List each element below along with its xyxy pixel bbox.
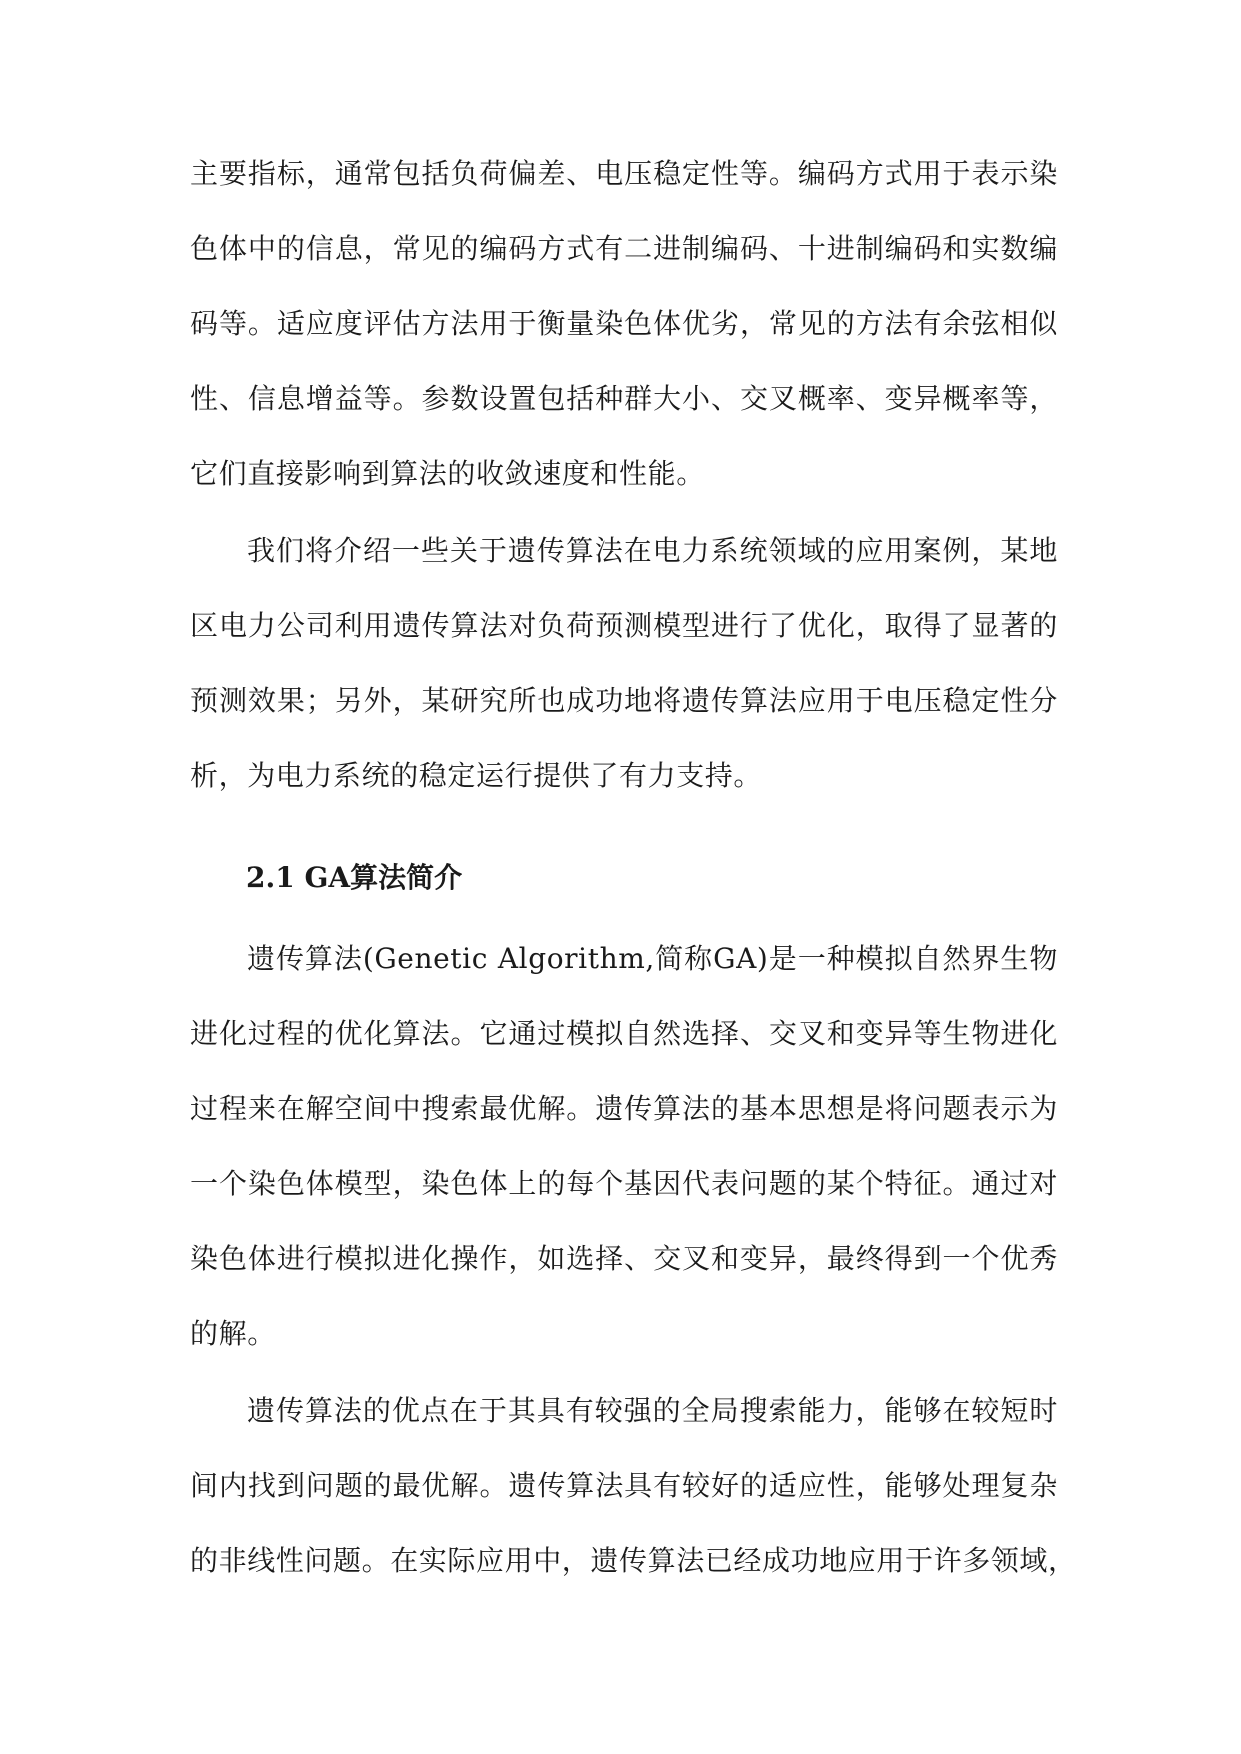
paragraph-line: 我们将介绍一些关于遗传算法在电力系统领域的应用案例，某地 xyxy=(247,534,1058,567)
paragraph-line: 一个染色体模型，染色体上的每个基因代表问题的某个特征。通过对 xyxy=(190,1167,1058,1200)
section-heading: 2.1 GA算法简介 xyxy=(246,861,463,894)
paragraph-line: 的解。 xyxy=(190,1317,276,1350)
paragraph-line: 区电力公司利用遗传算法对负荷预测模型进行了优化，取得了显著的 xyxy=(190,609,1058,642)
paragraph-line: 染色体进行模拟进化操作，如选择、交叉和变异，最终得到一个优秀 xyxy=(190,1242,1058,1275)
paragraph-line: 进化过程的优化算法。它通过模拟自然选择、交叉和变异等生物进化 xyxy=(190,1017,1058,1050)
paragraph-line: 过程来在解空间中搜索最优解。遗传算法的基本思想是将问题表示为 xyxy=(190,1092,1058,1125)
paragraph-line: 遗传算法(Genetic Algorithm,简称GA)是一种模拟自然界生物 xyxy=(247,942,1058,975)
paragraph-encoding-methods xyxy=(190,136,1058,511)
paragraph-line: 性、信息增益等。参数设置包括种群大小、交叉概率、变异概率等， xyxy=(190,382,1058,415)
paragraph-line: 间内找到问题的最优解。遗传算法具有较好的适应性，能够处理复杂 xyxy=(190,1469,1058,1502)
paragraph-ga-advantages xyxy=(190,1373,1077,1598)
paragraph-line: 的非线性问题。在实际应用中，遗传算法已经成功地应用于许多领域， xyxy=(190,1544,1077,1577)
paragraph-line: 遗传算法的优点在于其具有较强的全局搜索能力，能够在较短时 xyxy=(247,1394,1058,1427)
paragraph-line: 析，为电力系统的稳定运行提供了有力支持。 xyxy=(190,759,763,792)
paragraph-line: 码等。适应度评估方法用于衡量染色体优劣，常见的方法有余弦相似 xyxy=(190,307,1058,340)
paragraph-ga-intro xyxy=(190,921,1058,1371)
paragraph-line: 它们直接影响到算法的收敛速度和性能。 xyxy=(190,457,705,490)
paragraph-line: 主要指标，通常包括负荷偏差、电压稳定性等。编码方式用于表示染 xyxy=(190,157,1058,190)
paragraph-application-cases xyxy=(190,513,1058,813)
paragraph-line: 预测效果；另外，某研究所也成功地将遗传算法应用于电压稳定性分 xyxy=(190,684,1058,717)
paragraph-line: 色体中的信息，常见的编码方式有二进制编码、十进制编码和实数编 xyxy=(190,232,1058,265)
